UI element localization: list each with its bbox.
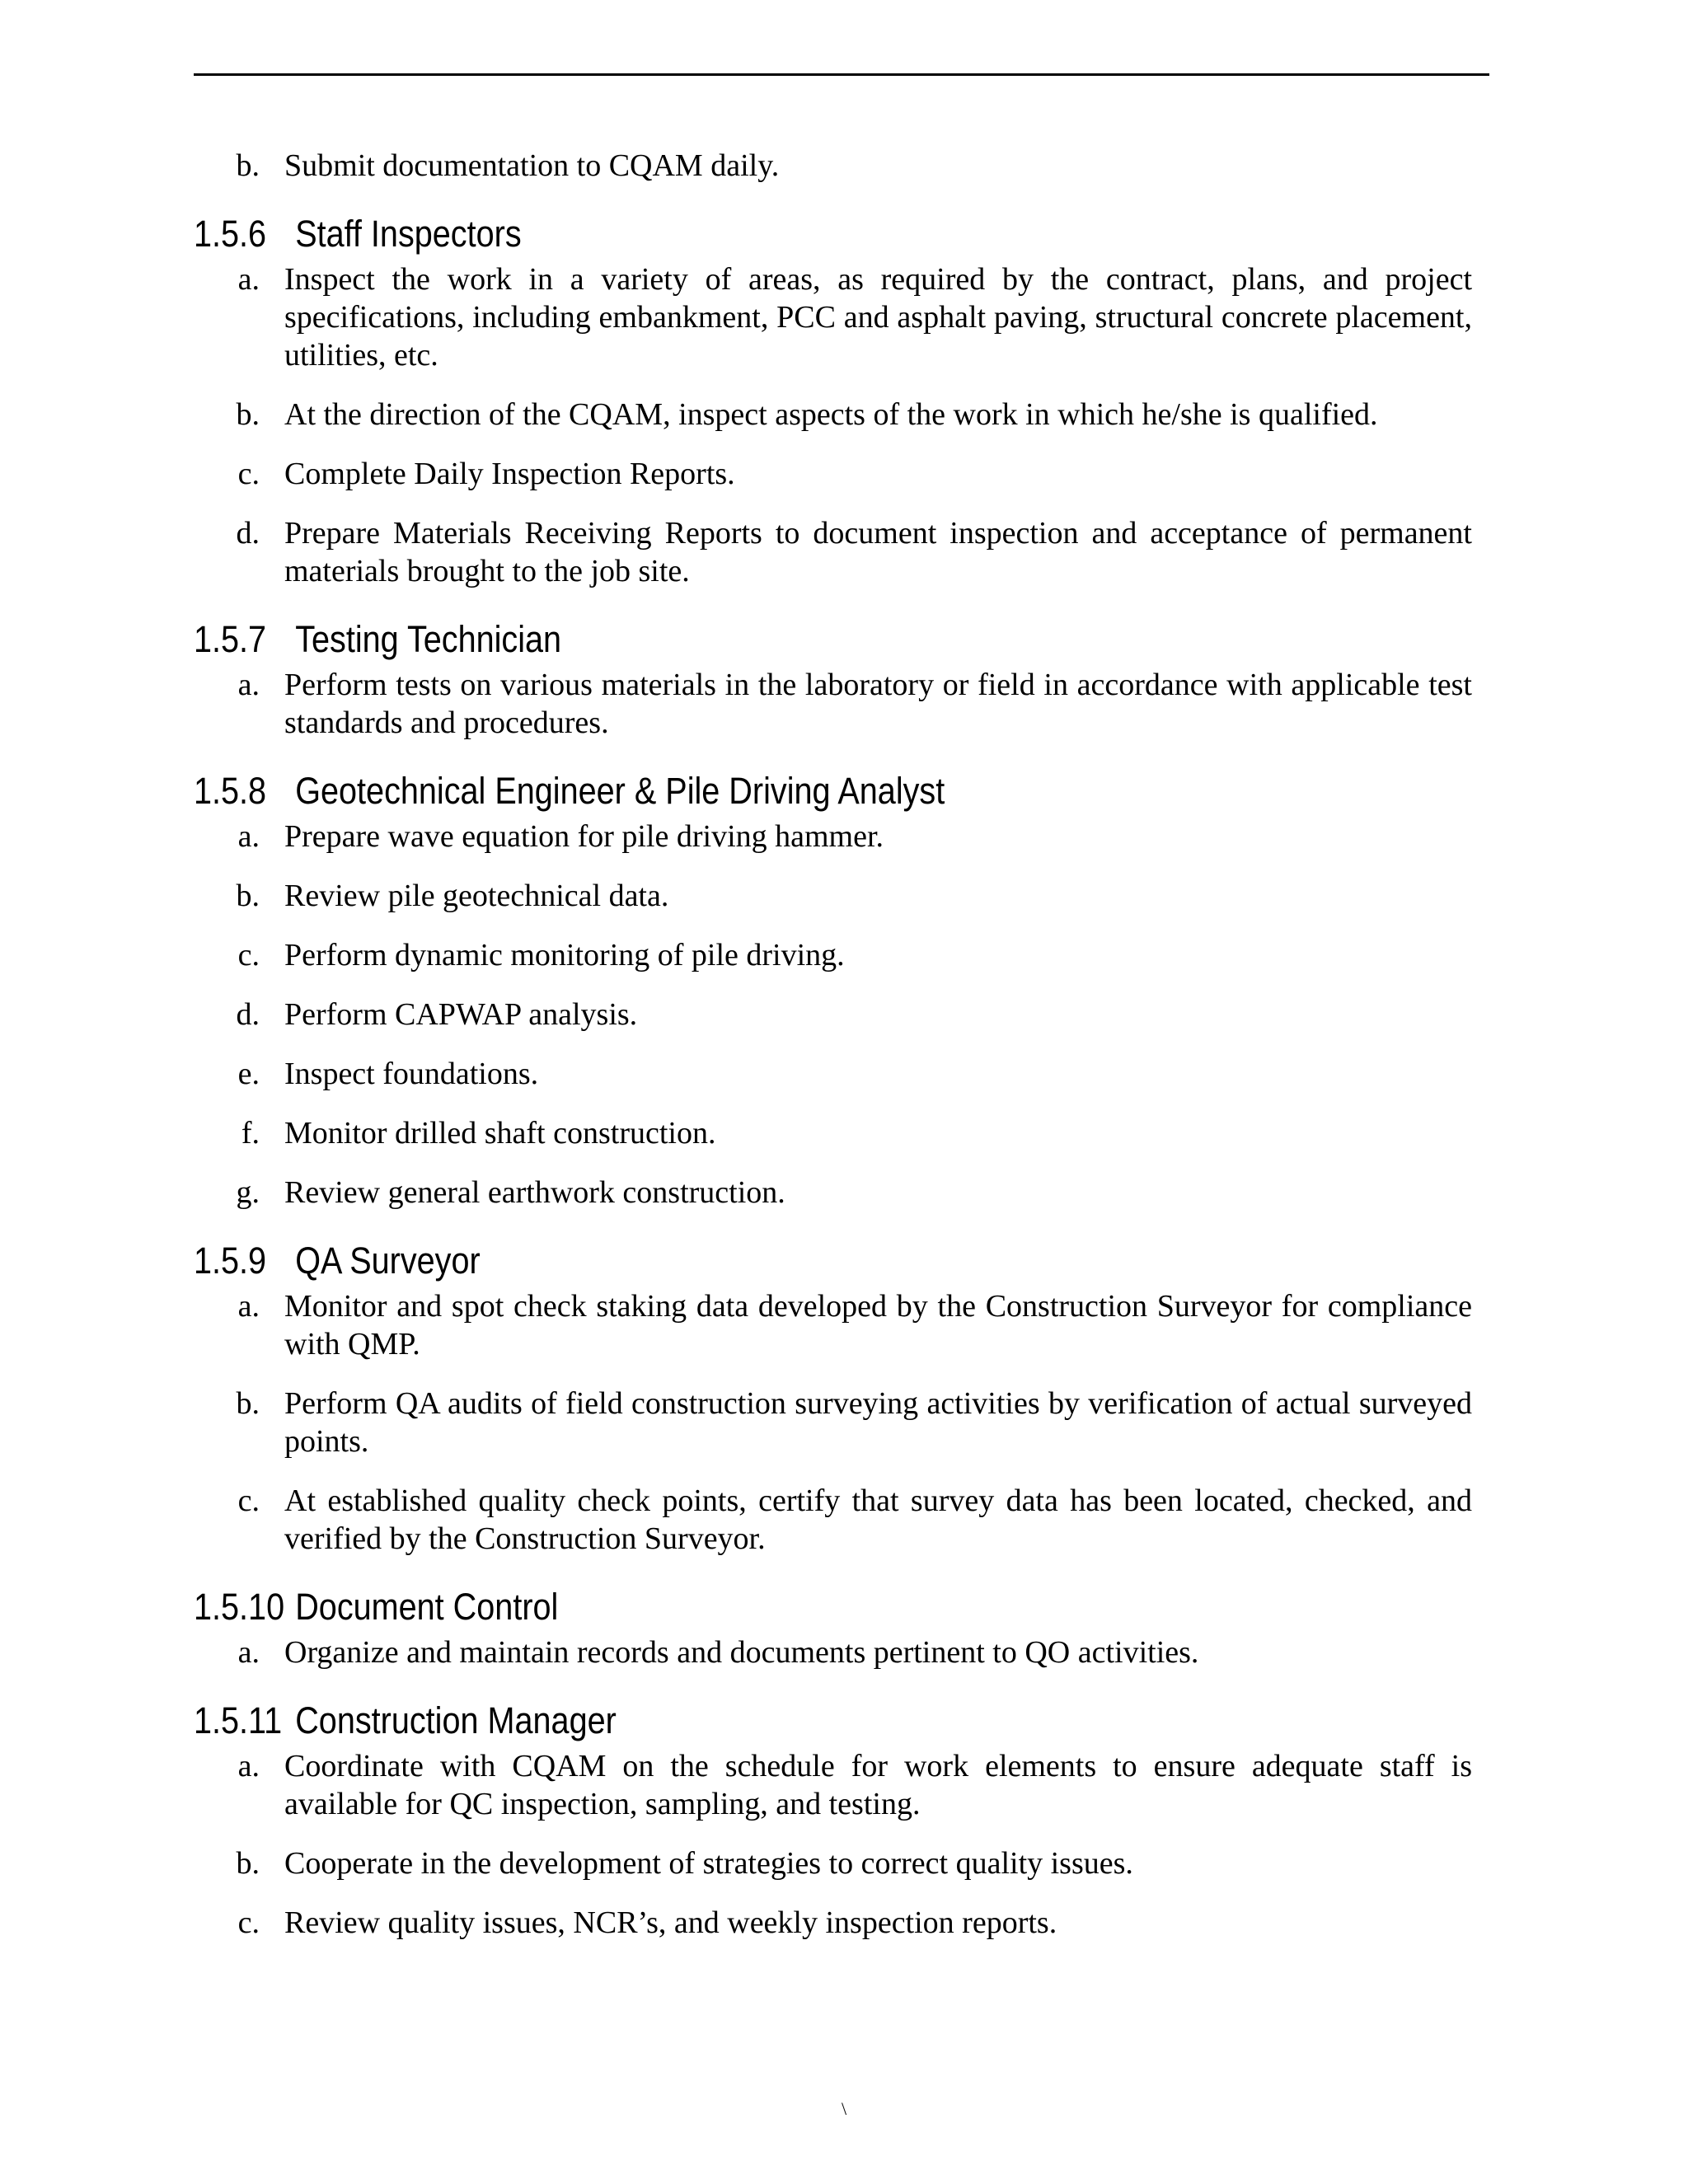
- section-number: 1.5.11: [194, 1699, 283, 1741]
- list-item-letter: c.: [237, 938, 260, 972]
- section-number: 1.5.6: [194, 213, 267, 255]
- header-rule: [194, 73, 1489, 76]
- section-1-5-8: [194, 770, 1489, 1212]
- section-title: Document Control: [295, 1586, 559, 1628]
- section-title: QA Surveyor: [295, 1240, 481, 1282]
- section-number: 1.5.9: [194, 1240, 267, 1282]
- document-body: [194, 147, 1489, 1942]
- section-1-5-7: [194, 618, 1489, 742]
- list-item-text: Review general earthwork construction.: [284, 1175, 785, 1210]
- list-item-letter: b.: [236, 1386, 260, 1421]
- list-item: [194, 1904, 1489, 1942]
- list-item-text: Review pile geotechnical data.: [284, 879, 669, 913]
- list-item: [194, 1287, 1489, 1363]
- list-item-letter: b.: [236, 397, 260, 432]
- list-item-text: Perform QA audits of field construction surveying activities by verification of actual surveyed points.: [284, 1386, 1472, 1459]
- list-item-text: Inspect the work in a variety of areas, as required by the contract, plans, and project specifications, including embankment, PCC and asphalt paving, structural concrete placement, utilities, etc.: [284, 262, 1472, 373]
- section-number: 1.5.8: [194, 770, 267, 812]
- list-item: [194, 1482, 1489, 1558]
- list-item-letter: e.: [237, 1057, 260, 1091]
- section-heading: [194, 1240, 1334, 1282]
- list-item-text: Cooperate in the development of strategies to correct quality issues.: [284, 1846, 1133, 1881]
- list-item: [194, 1633, 1489, 1671]
- list-item: [194, 1747, 1489, 1823]
- section-1-5-9: [194, 1240, 1489, 1558]
- list-item: [194, 1114, 1489, 1152]
- list-item-letter: a.: [237, 262, 260, 297]
- section-1-5-10: [194, 1586, 1489, 1671]
- list-item-letter: g.: [236, 1175, 260, 1210]
- section-heading: [194, 1699, 1334, 1742]
- pre-list: [194, 147, 1489, 185]
- list-item: [194, 1385, 1489, 1460]
- list-item-letter: d.: [236, 997, 260, 1032]
- list-item-letter: c.: [237, 1483, 260, 1518]
- section-title: Geotechnical Engineer & Pile Driving Analyst: [295, 770, 945, 812]
- list-item: [194, 1174, 1489, 1212]
- list-item-letter: c.: [237, 1905, 260, 1940]
- list-item: [194, 396, 1489, 434]
- section-title: Testing Technician: [295, 618, 562, 660]
- list-item: [194, 147, 1489, 185]
- list-item-letter: b.: [236, 1846, 260, 1881]
- list-item-text: Monitor and spot check staking data developed by the Construction Surveyor for compliance with QMP.: [284, 1289, 1472, 1361]
- section-1-5-6: [194, 213, 1489, 590]
- section-1-5-11: [194, 1699, 1489, 1942]
- list-item: [194, 260, 1489, 374]
- page-footer-mark: \: [841, 2098, 847, 2119]
- list-item-letter: a.: [237, 1635, 260, 1670]
- section-heading: [194, 618, 1334, 661]
- list-item-text: Prepare wave equation for pile driving hammer.: [284, 819, 884, 854]
- list-item-text: Complete Daily Inspection Reports.: [284, 457, 735, 491]
- list-item-text: Inspect foundations.: [284, 1057, 539, 1091]
- list-item-text: At the direction of the CQAM, inspect aspects of the work in which he/she is qualified.: [284, 397, 1378, 432]
- list-item: [194, 666, 1489, 742]
- list-item: [194, 455, 1489, 493]
- section-heading: [194, 1586, 1334, 1629]
- section-number: 1.5.7: [194, 618, 267, 660]
- list-item-letter: a.: [237, 668, 260, 702]
- section-title: Staff Inspectors: [295, 213, 522, 255]
- list-item-text: Monitor drilled shaft construction.: [284, 1116, 716, 1151]
- list-item: [194, 877, 1489, 915]
- list-item-letter: c.: [237, 457, 260, 491]
- section-number: 1.5.10: [194, 1586, 285, 1628]
- list-item-text: Perform CAPWAP analysis.: [284, 997, 638, 1032]
- list-item-letter: a.: [237, 819, 260, 854]
- list-item-letter: b.: [236, 879, 260, 913]
- list-item: [194, 514, 1489, 590]
- list-item: [194, 996, 1489, 1033]
- list-item-text: Organize and maintain records and documents pertinent to QO activities.: [284, 1635, 1199, 1670]
- list-item: [194, 1055, 1489, 1093]
- section-heading: [194, 770, 1334, 813]
- list-item-text: Review quality issues, NCR’s, and weekly inspection reports.: [284, 1905, 1057, 1940]
- list-item-text: Prepare Materials Receiving Reports to document inspection and acceptance of permanent materials brought to the job site.: [284, 516, 1472, 588]
- section-title: Construction Manager: [295, 1699, 617, 1741]
- list-item-letter: d.: [236, 516, 260, 551]
- list-item: [194, 818, 1489, 855]
- list-item-text: Coordinate with CQAM on the schedule for work elements to ensure adequate staff is available for QC inspection, sampling, and testing.: [284, 1749, 1472, 1821]
- list-item-text: At established quality check points, certify that survey data has been located, checked, and verified by the Construction Surveyor.: [284, 1483, 1472, 1556]
- section-heading: [194, 213, 1334, 255]
- list-item-text: Perform dynamic monitoring of pile driving.: [284, 938, 845, 972]
- list-item-text: Submit documentation to CQAM daily.: [284, 148, 780, 183]
- list-item: [194, 1844, 1489, 1882]
- list-item-letter: a.: [237, 1749, 260, 1783]
- list-item-letter: a.: [237, 1289, 260, 1324]
- list-item: [194, 936, 1489, 974]
- list-item-letter: f.: [241, 1116, 260, 1151]
- list-item-letter: b.: [236, 148, 260, 183]
- list-item-text: Perform tests on various materials in the laboratory or field in accordance with applicable test standards and procedures.: [284, 668, 1472, 740]
